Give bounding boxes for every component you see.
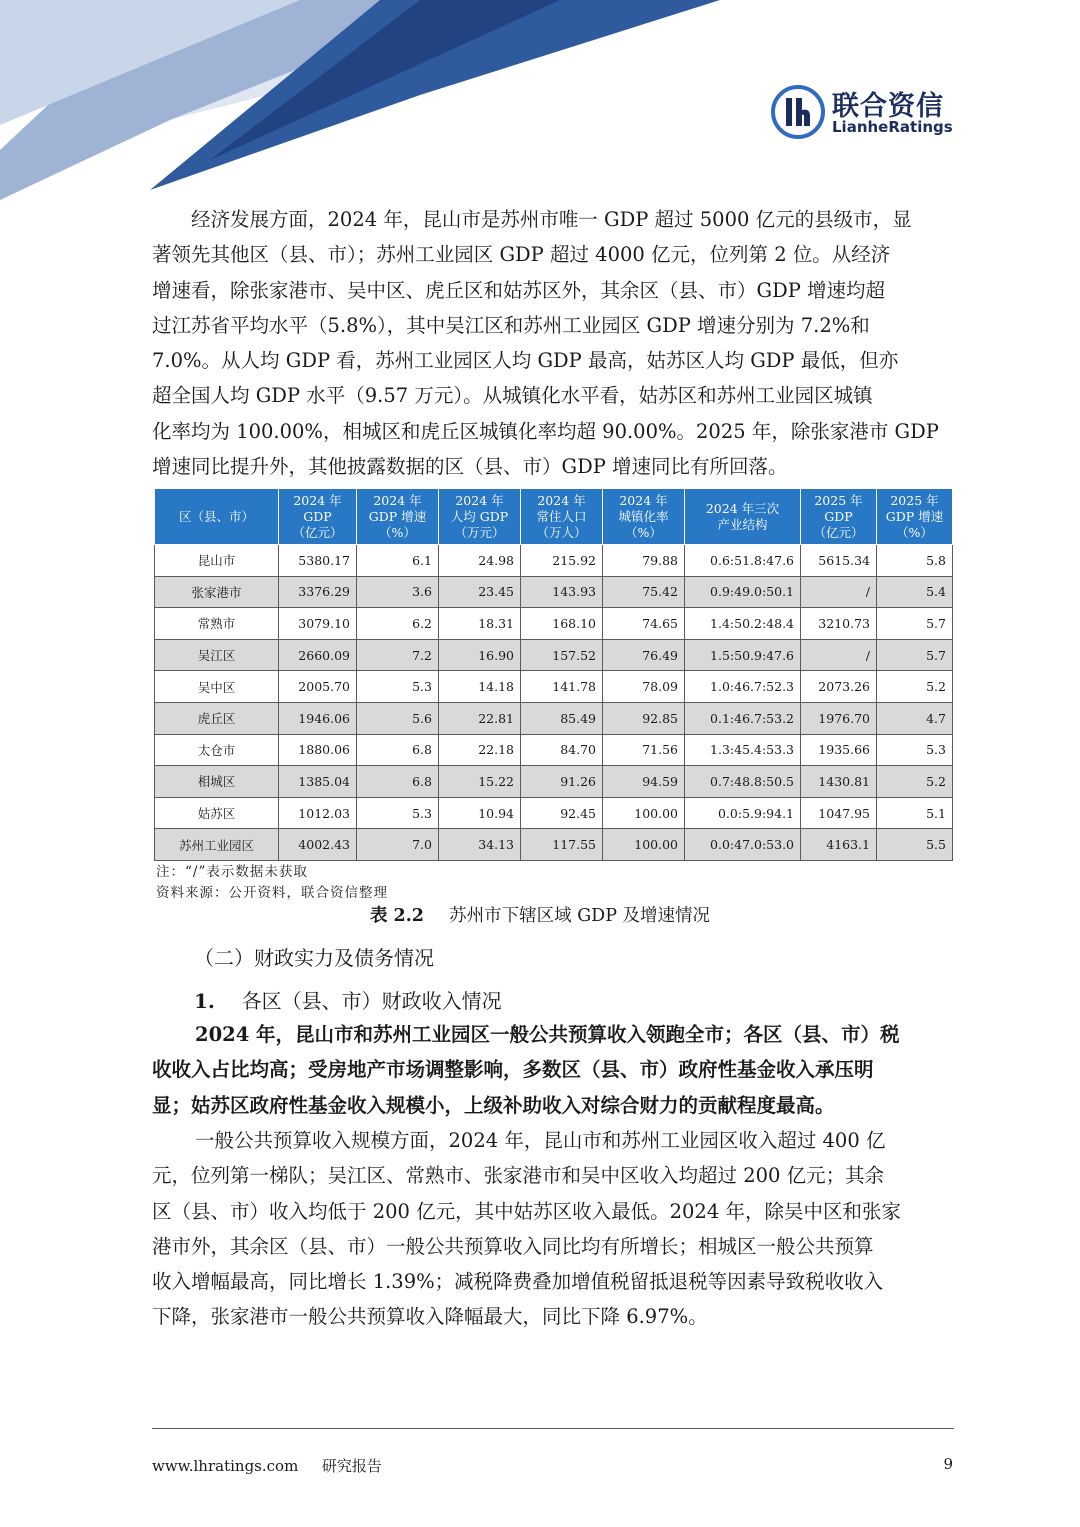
paragraph-line: 一般公共预算收入规模方面，2024 年，昆山市和苏州工业园区收入超过 400 亿 [195, 1129, 886, 1152]
header-cell: 2024 年 人均 GDP （万元） [439, 489, 521, 545]
table-cell: 92.85 [603, 702, 685, 734]
table-cell: 5.8 [877, 545, 953, 577]
table-notes [156, 862, 388, 904]
table-cell: 5.2 [877, 766, 953, 798]
table-cell: 6.2 [357, 608, 439, 640]
table-cell: 1.3:45.4:53.3 [685, 734, 801, 766]
header-cell: 2024 年 城镇化率 （%） [603, 489, 685, 545]
region-name-cell: 吴中区 [155, 671, 279, 703]
region-name-cell: 相城区 [155, 766, 279, 798]
table-cell: 5.7 [877, 608, 953, 640]
header-cell: 2025 年 GDP （亿元） [801, 489, 877, 545]
logo-english-name: LianheRatings [832, 118, 953, 136]
table-cell: 7.0 [357, 829, 439, 861]
lianhe-logo-icon [770, 84, 826, 140]
table-cell: 94.59 [603, 766, 685, 798]
table-body [155, 545, 953, 861]
region-name-cell: 姑苏区 [155, 797, 279, 829]
table-cell: 5.3 [357, 797, 439, 829]
table-cell: 1012.03 [279, 797, 357, 829]
table-cell: 91.26 [521, 766, 603, 798]
table-cell: 22.81 [439, 702, 521, 734]
table-cell: 85.49 [521, 702, 603, 734]
table-cell: 143.93 [521, 576, 603, 608]
table-cell: 1.4:50.2:48.4 [685, 608, 801, 640]
table-cell: 215.92 [521, 545, 603, 577]
paragraph-line: 7.0%。从人均 GDP 看，苏州工业园区人均 GDP 最高，姑苏区人均 GDP 最低，但亦 [152, 349, 899, 373]
table-cell: 2660.09 [279, 639, 357, 671]
header-cell: 2024 年 常住人口 （万人） [521, 489, 603, 545]
table-cell: 15.22 [439, 766, 521, 798]
table-cell: 10.94 [439, 797, 521, 829]
table-cell: 117.55 [521, 829, 603, 861]
table-cell: 0.0:47.0:53.0 [685, 829, 801, 861]
table-cell: 3376.29 [279, 576, 357, 608]
table-cell: 6.8 [357, 766, 439, 798]
table-cell: 1935.66 [801, 734, 877, 766]
table-cell: 1880.06 [279, 734, 357, 766]
table-row [155, 734, 953, 766]
region-name-cell: 太仓市 [155, 734, 279, 766]
table-cell: 0.1:46.7:53.2 [685, 702, 801, 734]
header-cell: 区（县、市） [155, 489, 279, 545]
table-cell: 1047.95 [801, 797, 877, 829]
budget-revenue-paragraph [152, 1123, 952, 1335]
table-cell: 78.09 [603, 671, 685, 703]
table-cell: 3210.73 [801, 608, 877, 640]
table-cell: 4002.43 [279, 829, 357, 861]
table-cell: 100.00 [603, 797, 685, 829]
table-note: 注：“/”表示数据未获取 [156, 864, 308, 880]
table-cell: 14.18 [439, 671, 521, 703]
lianhe-ratings-logo [770, 82, 970, 142]
header-cell: 2024 年三次 产业结构 [685, 489, 801, 545]
revenue-summary-paragraph [152, 1017, 952, 1123]
table-cell: 141.78 [521, 671, 603, 703]
region-name-cell: 吴江区 [155, 639, 279, 671]
paragraph-line: 经济发展方面，2024 年，昆山市是苏州市唯一 GDP 超过 5000 亿元的县级市，显 [191, 208, 912, 231]
table-cell: 1.0:46.7:52.3 [685, 671, 801, 703]
sub-heading [194, 985, 502, 1014]
table-cell: 2073.26 [801, 671, 877, 703]
table-cell: 71.56 [603, 734, 685, 766]
table-cell: 157.52 [521, 639, 603, 671]
sub-heading-number: 1. [194, 989, 215, 1013]
table-cell: 0.7:48.8:50.5 [685, 766, 801, 798]
paragraph-line: 显；姑苏区政府性基金收入规模小，上级补助收入对综合财力的贡献程度最高。 [152, 1093, 835, 1117]
table-cell: 16.90 [439, 639, 521, 671]
paragraph-line: 超全国人均 GDP 水平（9.57 万元）。从城镇化水平看，姑苏区和苏州工业园区城镇 [152, 384, 873, 408]
table-row [155, 797, 953, 829]
logo-chinese-name: 联合资信 [832, 91, 944, 122]
table-cell: 3.6 [357, 576, 439, 608]
table-cell: 5.3 [357, 671, 439, 703]
table-caption [0, 902, 1080, 927]
table-cell: 0.9:49.0:50.1 [685, 576, 801, 608]
table-source: 资料来源：公开资料，联合资信整理 [156, 885, 388, 901]
table-cell: 3079.10 [279, 608, 357, 640]
table-cell: 2005.70 [279, 671, 357, 703]
table-cell: 92.45 [521, 797, 603, 829]
paragraph-line: 区（县、市）收入均低于 200 亿元，其中姑苏区收入最低。2024 年，除吴中区和张家 [152, 1199, 901, 1223]
table-cell: 4.7 [877, 702, 953, 734]
table-cell: 23.45 [439, 576, 521, 608]
table-cell: 79.88 [603, 545, 685, 577]
table-row [155, 671, 953, 703]
table-cell: 74.65 [603, 608, 685, 640]
table-cell: 1385.04 [279, 766, 357, 798]
table-cell: 0.6:51.8:47.6 [685, 545, 801, 577]
table-cell: 5.1 [877, 797, 953, 829]
table-cell: 34.13 [439, 829, 521, 861]
table-cell: 5.4 [877, 576, 953, 608]
table-row [155, 576, 953, 608]
gdp-table [154, 488, 953, 861]
economic-overview-paragraph [152, 202, 952, 484]
table-cell: 1976.70 [801, 702, 877, 734]
footer-divider [152, 1428, 954, 1429]
table-cell: 75.42 [603, 576, 685, 608]
table-cell: 5.7 [877, 639, 953, 671]
table-cell: 1946.06 [279, 702, 357, 734]
header-cell: 2024 年 GDP （亿元） [279, 489, 357, 545]
region-name-cell: 昆山市 [155, 545, 279, 577]
paragraph-line: 增速同比提升外，其他披露数据的区（县、市）GDP 增速同比有所回落。 [152, 455, 788, 479]
table-cell: 100.00 [603, 829, 685, 861]
paragraph-line: 港市外，其余区（县、市）一般公共预算收入同比均有所增长；相城区一般公共预算 [152, 1234, 874, 1258]
paragraph-line: 2024 年，昆山市和苏州工业园区一般公共预算收入领跑全市；各区（县、市）税 [195, 1023, 900, 1046]
table-cell: 0.0:5.9:94.1 [685, 797, 801, 829]
table-row [155, 702, 953, 734]
table-cell: / [801, 639, 877, 671]
table-row [155, 766, 953, 798]
table-cell: 5.6 [357, 702, 439, 734]
sub-heading-text: 各区（县、市）财政收入情况 [241, 989, 502, 1013]
table-cell: 22.18 [439, 734, 521, 766]
table-cell: 24.98 [439, 545, 521, 577]
header-cell: 2024 年 GDP 增速 （%） [357, 489, 439, 545]
region-name-cell: 苏州工业园区 [155, 829, 279, 861]
table-cell: 5615.34 [801, 545, 877, 577]
table-row [155, 639, 953, 671]
caption-title: 苏州市下辖区域 GDP 及增速情况 [449, 906, 711, 926]
paragraph-line: 增速看，除张家港市、吴中区、虎丘区和姑苏区外，其余区（县、市）GDP 增速均超 [152, 278, 886, 302]
table-row [155, 545, 953, 577]
table-cell: 76.49 [603, 639, 685, 671]
region-name-cell: 常熟市 [155, 608, 279, 640]
table-cell: 6.8 [357, 734, 439, 766]
region-name-cell: 张家港市 [155, 576, 279, 608]
table-cell: 1.5:50.9:47.6 [685, 639, 801, 671]
table-cell: 18.31 [439, 608, 521, 640]
header-cell: 2025 年 GDP 增速 （%） [877, 489, 953, 545]
table-cell: 4163.1 [801, 829, 877, 861]
table-cell: 5.3 [877, 734, 953, 766]
paragraph-line: 下降，张家港市一般公共预算收入降幅最大，同比下降 6.97%。 [152, 1305, 708, 1329]
paragraph-line: 过江苏省平均水平（5.8%），其中吴江区和苏州工业园区 GDP 增速分别为 7.2%和 [152, 313, 870, 337]
paragraph-line: 化率均为 100.00%，相城区和虎丘区城镇化率均超 90.00%。2025 年，除张家港市 GDP [152, 419, 939, 443]
table-cell: / [801, 576, 877, 608]
table-cell: 6.1 [357, 545, 439, 577]
table-cell: 5.5 [877, 829, 953, 861]
region-name-cell: 虎丘区 [155, 702, 279, 734]
table-cell: 7.2 [357, 639, 439, 671]
table-cell: 168.10 [521, 608, 603, 640]
footer-left [152, 1455, 382, 1476]
page-number: 9 [943, 1455, 953, 1473]
paragraph-line: 元，位列第一梯队；吴江区、常熟市、张家港市和吴中区收入均超过 200 亿元；其余 [152, 1164, 885, 1188]
caption-number: 表 2.2 [369, 906, 424, 926]
table-cell: 5.2 [877, 671, 953, 703]
table-cell: 5380.17 [279, 545, 357, 577]
paragraph-line: 收入增幅最高，同比增长 1.39%；减税降费叠加增值税留抵退税等因素导致税收收入 [152, 1270, 884, 1294]
paragraph-line: 著领先其他区（县、市）；苏州工业园区 GDP 超过 4000 亿元，位列第 2 位。从经济 [152, 243, 891, 267]
paragraph-line: 收收入占比均高；受房地产市场调整影响，多数区（县、市）政府性基金收入承压明 [152, 1058, 874, 1082]
table-row [155, 829, 953, 861]
table-cell: 84.70 [521, 734, 603, 766]
table-row [155, 608, 953, 640]
footer-report-type: 研究报告 [321, 1457, 382, 1475]
footer-website: www.lhratings.com [152, 1457, 299, 1475]
table-header-row [155, 489, 953, 545]
table-cell: 1430.81 [801, 766, 877, 798]
section-heading: （二）财政实力及债务情况 [194, 946, 434, 970]
